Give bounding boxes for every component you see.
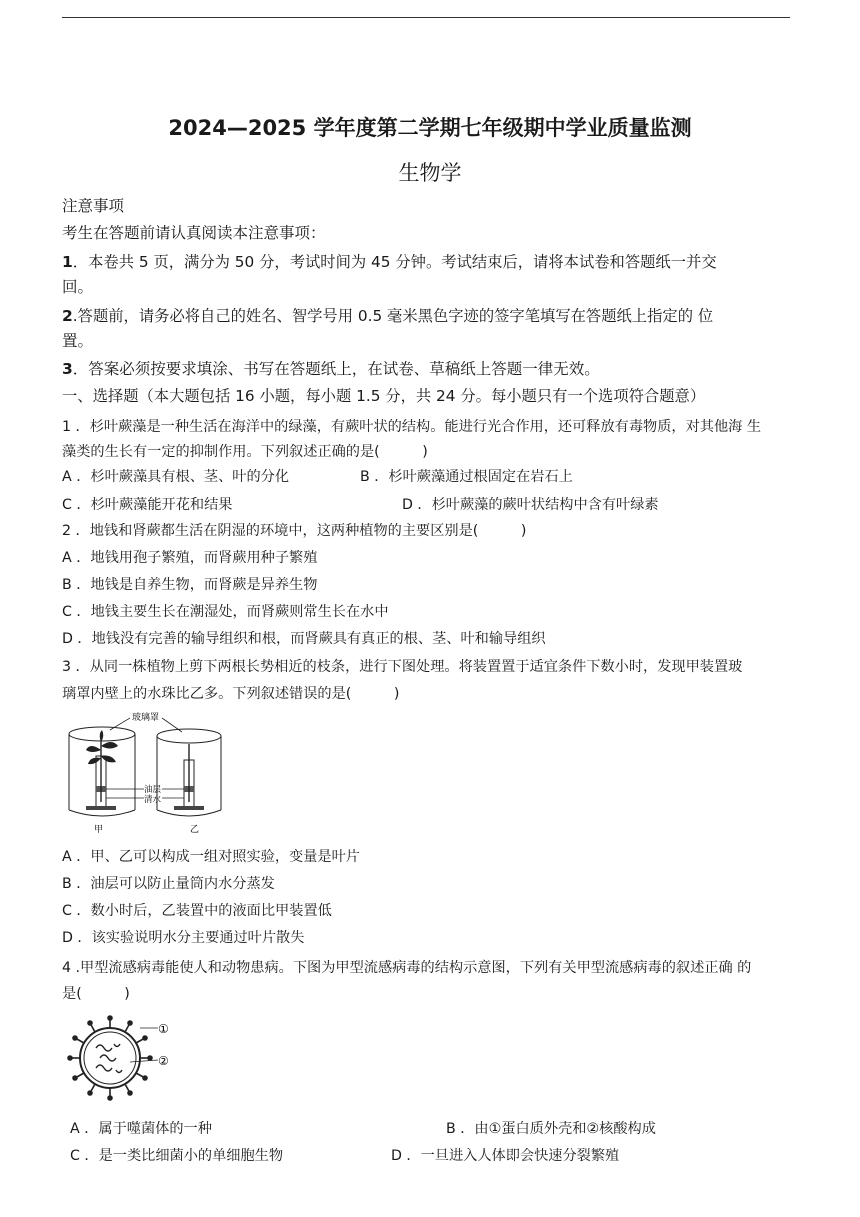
q4-option-b: B ．由①蛋白质外壳和②核酸构成	[446, 1121, 656, 1137]
notice-item-text: ．本卷共 5 页，满分为 50 分，考试时间为 45 分钟。考试结束后，请将本试卷和答题纸一并交	[72, 253, 717, 271]
leader-line	[130, 1060, 158, 1062]
notice-item-text: ．答案必须按要求填涂、书写在答题纸上，在试卷、草稿纸上答题一律无效。	[72, 360, 600, 378]
q2-option-b: B ．地钱是自养生物，而肾蕨是异养生物	[62, 577, 318, 593]
q3-option-d: D ．该实验说明水分主要通过叶片散失	[62, 930, 305, 946]
label-yi: 乙	[190, 825, 200, 835]
q4-option-c: C ．是一类比细菌小的单细胞生物	[70, 1148, 284, 1164]
label-glass-cover: 玻璃罩	[132, 713, 160, 723]
q2-option-d: D ．地钱没有完善的输导组织和根，而肾蕨具有真正的根、茎、叶和输导组织	[62, 631, 546, 647]
q1-option-b: B ．杉叶蕨藻通过根固定在岩石上	[360, 469, 573, 485]
exam-title: 2024—2025 学年度第二学期七年级期中学业质量监测	[168, 116, 692, 140]
notice-item-1	[62, 250, 717, 272]
q4-stem-line1: 4 .甲型流感病毒能使人和动物患病。下图为甲型流感病毒的结构示意图，下列有关甲型流感病毒的叙述正确 的	[62, 960, 752, 976]
exam-subject: 生物学	[398, 161, 462, 185]
jar-jia	[69, 727, 135, 816]
q1-stem-line1: 1 ．杉叶蕨藻是一种生活在海洋中的绿藻，有蕨叶状的结构。能进行光合作用，还可释放有毒物质，对其他海 生	[62, 419, 762, 435]
q2-stem: 2 ．地钱和肾蕨都生活在阴湿的环境中，这两种植物的主要区别是( )	[62, 523, 527, 539]
notice-intro: 考生在答题前请认真阅读本注意事项：	[62, 224, 326, 242]
notice-item-number: 2	[62, 307, 73, 325]
q3-option-c: C ．数小时后，乙装置中的液面比甲装置低	[62, 903, 332, 919]
q1-stem-line2: 藻类的生长有一定的抑制作用。下列叙述正确的是( )	[62, 444, 428, 460]
q1-option-d: D ．杉叶蕨藻的蕨叶状结构中含有叶绿素	[402, 497, 659, 513]
notice-item-number: 1	[62, 253, 73, 271]
notice-item-number: 3	[62, 360, 73, 378]
q4-stem-line2: 是( )	[62, 986, 130, 1002]
notice-item-2-cont: 置。	[62, 332, 94, 350]
notice-heading: 注意事项	[62, 197, 125, 215]
q3-stem-line1: 3 ．从同一株植物上剪下两根长势相近的枝条，进行下图处理。将装置置于适宜条件下数小时，发现甲装置玻	[62, 659, 743, 675]
jar-yi	[157, 729, 221, 816]
label-1: ①	[158, 1022, 169, 1036]
notice-item-text: .答题前，请务必将自己的姓名、智学号用 0.5 毫米黑色字迹的签字笔填写在答题纸上指定的 位	[72, 307, 714, 325]
q3-option-a: A ．甲、乙可以构成一组对照实验，变量是叶片	[62, 849, 360, 865]
top-rule	[62, 17, 790, 18]
q1-option-a: A ．杉叶蕨藻具有根、茎、叶的分化	[62, 469, 290, 485]
notice-item-3	[62, 357, 600, 379]
q4-option-a: A ．属于噬菌体的一种	[70, 1121, 212, 1137]
influenza-virus-figure	[66, 1014, 176, 1104]
label-oil-layer: 油层	[144, 785, 162, 795]
virus-particle	[68, 1016, 152, 1100]
q2-option-c: C ．地钱主要生长在潮湿处，而肾蕨则常生长在水中	[62, 604, 389, 620]
q3-option-b: B ．油层可以防止量筒内水分蒸发	[62, 876, 275, 892]
q1-option-c: C ．杉叶蕨藻能开花和结果	[62, 497, 233, 513]
label-water: 清水	[144, 795, 162, 805]
transpiration-experiment-figure	[62, 710, 242, 838]
q4-option-d: D ．一旦进入人体即会快速分裂繁殖	[391, 1148, 620, 1164]
q3-stem-line2: 璃罩内壁上的水珠比乙多。下列叙述错误的是( )	[62, 686, 400, 702]
label-2: ②	[158, 1054, 169, 1068]
label-jia: 甲	[94, 825, 104, 835]
section-heading: 一、选择题（本大题包括 16 小题，每小题 1.5 分，共 24 分。每小题只有一个选项符合题意）	[62, 387, 706, 405]
notice-item-1-cont: 回。	[62, 278, 94, 296]
notice-item-2	[62, 304, 713, 326]
q2-option-a: A ．地钱用孢子繁殖，而肾蕨用种子繁殖	[62, 550, 318, 566]
